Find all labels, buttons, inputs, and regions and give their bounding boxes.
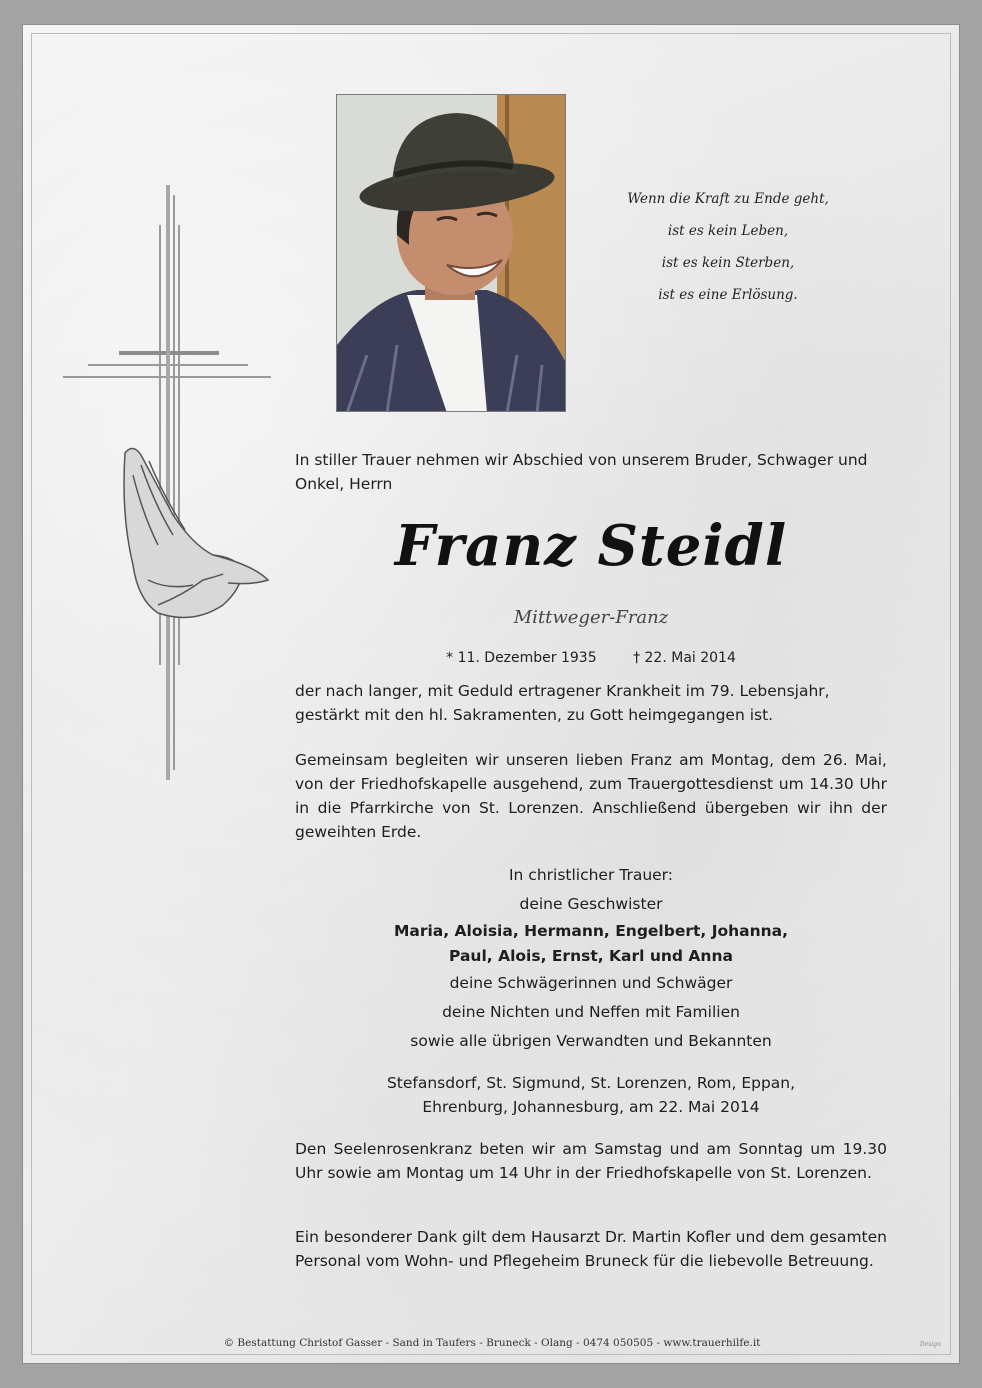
- poem-line: Wenn die Kraft zu Ende geht,: [627, 191, 829, 207]
- thanks-paragraph: Ein besonderer Dank gilt dem Hausarzt Dr. Martin Kofler und dem gesamten Personal vom Wohn- und Pflegeheim Bruneck für die liebevolle Betreuung.: [295, 1228, 887, 1270]
- rosary-paragraph: Den Seelenrosenkranz beten wir am Samstag und am Sonntag um 19.30 Uhr sowie am Montag um 14 Uhr in der Friedhofskapelle von St. Lorenzen.: [295, 1140, 887, 1182]
- siblings-label: deine Geschwister: [519, 895, 663, 913]
- siblings-names: Maria, Aloisia, Hermann, Engelbert, Johanna,: [393, 922, 789, 940]
- poem-line: ist es eine Erlösung.: [658, 287, 798, 303]
- cross-with-praying-hands-icon: [63, 185, 283, 789]
- nickname: Mittweger-Franz: [513, 607, 669, 628]
- mourners-heading: In christlicher Trauer:: [508, 866, 674, 884]
- designer-signature: Design: [919, 1341, 941, 1348]
- places-and-date: [295, 1071, 887, 1119]
- poem-line: ist es kein Sterben,: [661, 255, 795, 271]
- obituary-card: [22, 24, 960, 1364]
- inlaws-label: deine Schwägerinnen und Schwäger: [449, 974, 733, 992]
- birth-date: * 11. Dezember 1935: [446, 650, 597, 666]
- intro-text: In stiller Trauer nehmen wir Abschied von unserem Bruder, Schwager und Onkel, Herrn: [295, 451, 868, 493]
- portrait-photo: [336, 94, 566, 412]
- places-line: Ehrenburg, Johannesburg, am 22. Mai 2014: [422, 1098, 760, 1116]
- death-paragraph: der nach langer, mit Geduld ertragener Krankheit im 79. Lebensjahr, gestärkt mit den hl. Sakramenten, zu Gott heimgegangen ist.: [295, 682, 830, 724]
- poem-line: ist es kein Leben,: [667, 223, 789, 239]
- others-label: sowie alle übrigen Verwandten und Bekannten: [410, 1032, 772, 1050]
- death-date: † 22. Mai 2014: [633, 650, 736, 666]
- memorial-poem: [563, 183, 893, 311]
- funeral-paragraph: Gemeinsam begleiten wir unseren lieben Franz am Montag, dem 26. Mai, von der Friedhofskapelle ausgehend, zum Trauergottesdienst um 14.30 Uhr in die Pfarrkirche von St. Lorenzen. Anschließend übergeben wir ihn der geweihten Erde.: [295, 751, 887, 841]
- mourners-block: [295, 861, 887, 1056]
- siblings-names: Paul, Alois, Ernst, Karl und Anna: [449, 947, 733, 965]
- life-dates: [295, 648, 887, 668]
- places-line: Stefansdorf, St. Sigmund, St. Lorenzen, Rom, Eppan,: [386, 1074, 796, 1092]
- deceased-name: Franz Steidl: [394, 513, 788, 579]
- footer-credits: © Bestattung Christof Gasser - Sand in Taufers - Bruneck - Olang - 0474 050505 - www.trauerhilfe.it: [223, 1337, 761, 1349]
- nieces-label: deine Nichten und Neffen mit Familien: [442, 1003, 740, 1021]
